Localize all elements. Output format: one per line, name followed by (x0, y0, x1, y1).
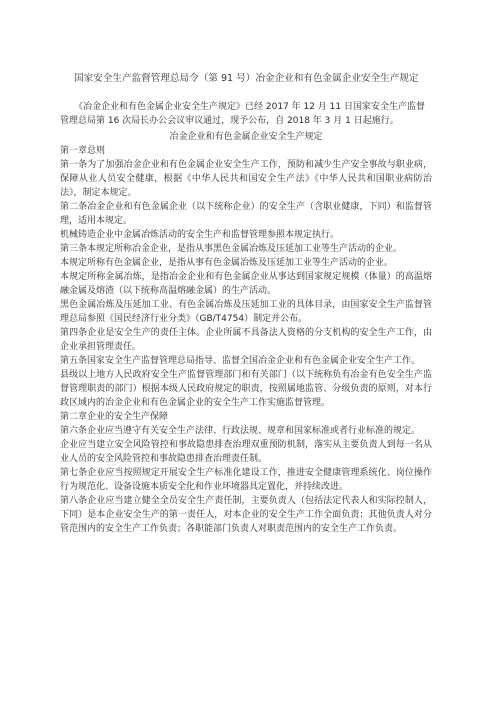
article-paragraph: 第一条为了加强冶金企业和有色金属企业安全生产工作，预防和减少生产安全事故与职业病，保障从业人员安全健康，根据《中华人民共和国安全生产法》《中华人民共和国职业病防治法》，制定本规定。 (60, 160, 432, 198)
document-intro: 《冶金企业和有色金属企业安全生产规定》已经 2017 年 12 月 11 日国家安全生产监督管理总局第 16 次局长办公会议审议通过，现予公布，自 2018 年 3 月 1 日起施行。 (60, 102, 425, 126)
article-paragraph: 第七条企业应当按照规定开展安全生产标准化建设工作，推进安全健康管理系统化、岗位操作行为规范化、设备设施本质安全化和作业环境器具定置化，并持续改进。 (60, 468, 432, 492)
article-paragraph: 第三条本规定所称冶金企业，是指从事黑色金属冶炼及压延加工业等生产活动的企业。 (60, 244, 403, 254)
article-paragraph: 本规定所称金属冶炼，是指冶金企业和有色金属企业从事达到国家规定规模（体量）的高温熔融金属及熔渣（以下统称高温熔融金属）的生产活动。 (60, 272, 432, 296)
document-title: 国家安全生产监督管理总局令（第 91 号）冶金企业和有色金属企业安全生产规定 (74, 73, 419, 84)
article-paragraph: 企业应当建立安全风险管控和事故隐患排查治理双重预防机制，落实从主要负责人到每一名从业人员的安全风险管控和事故隐患排查治理责任制。 (60, 440, 432, 464)
chapter-heading: 第一章总则 (60, 146, 106, 156)
article-paragraph: 第五条国家安全生产监督管理总局指导、监督全国冶金企业和有色金属企业安全生产工作。 (60, 356, 421, 366)
regulation-subtitle: 冶金企业和有色金属企业安全生产规定 (169, 132, 323, 142)
article-paragraph: 第六条企业应当遵守有关安全生产法律、行政法规、规章和国家标准或者行业标准的规定。 (60, 426, 421, 436)
article-paragraph: 第二条冶金企业和有色金属企业（以下统称企业）的安全生产（含职业健康，下同）和监督管理，适用本规定。 (60, 202, 432, 226)
document-page (60, 68, 432, 536)
chapter-heading: 第二章企业的安全生产保障 (60, 412, 169, 422)
article-paragraph: 本规定所称有色金属企业，是指从事有色金属冶炼及压延加工业等生产活动的企业。 (60, 258, 394, 268)
article-paragraph: 机械铸造企业中金属冶炼活动的安全生产和监督管理参照本规定执行。 (60, 230, 340, 240)
document-body (60, 144, 432, 536)
article-paragraph: 黑色金属冶炼及压延加工业、有色金属冶炼及压延加工业的具体目录，由国家安全生产监督管理总局参照《国民经济行业分类》（GB/T4754）制定并公布。 (60, 300, 432, 324)
article-paragraph: 县级以上地方人民政府安全生产监督管理部门和有关部门（以下统称负有冶金有色安全生产监督管理职责的部门）根据本级人民政府规定的职责，按照属地监管、分级负责的原则，对本行政区域内的冶金企业和有色金属企业的安全生产工作实施监督管理。 (60, 370, 432, 408)
article-paragraph: 第四条企业是安全生产的责任主体。企业所属不具备法人资格的分支机构的安全生产工作，由企业承担管理责任。 (60, 328, 432, 352)
article-paragraph: 第八条企业应当建立健全全员安全生产责任制，主要负责人（包括法定代表人和实际控制人，下同）是本企业安全生产的第一责任人，对本企业的安全生产工作全面负责；其他负责人对分管范围内的安全生产工作负责；各职能部门负责人对职责范围内的安全生产工作负责。 (60, 496, 432, 534)
